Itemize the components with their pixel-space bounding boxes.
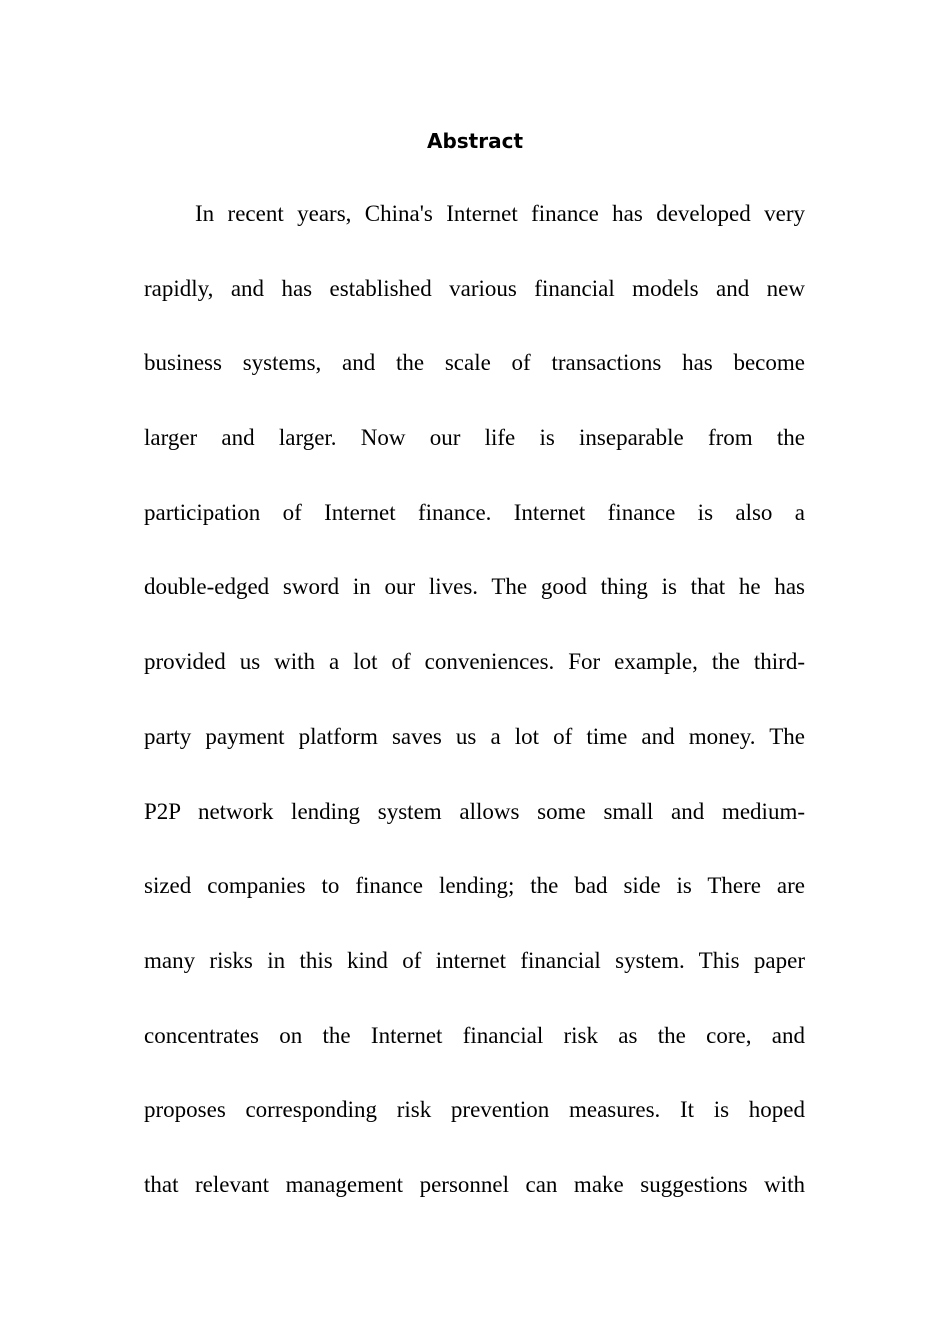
paragraph-line: In recent years, China's Internet finance has developed very (195, 201, 805, 226)
abstract-paragraph (144, 198, 805, 1244)
paragraph-line: provided us with a lot of conveniences. For example, the third- (144, 649, 805, 675)
paragraph-line: business systems, and the scale of transactions has become (144, 350, 805, 376)
abstract-heading: Abstract (426, 129, 524, 153)
paragraph-line: proposes corresponding risk prevention measures. It is hoped (144, 1097, 805, 1123)
paragraph-line: double-edged sword in our lives. The good thing is that he has (144, 574, 805, 600)
paragraph-line: many risks in this kind of internet financial system. This paper (144, 947, 805, 973)
paragraph-line: rapidly, and has established various financial models and new (144, 275, 805, 301)
paragraph-line: concentrates on the Internet financial risk as the core, and (144, 1022, 805, 1048)
paragraph-line: that relevant management personnel can make suggestions with (144, 1171, 805, 1197)
paragraph-line: P2P network lending system allows some small and medium- (144, 798, 805, 824)
paragraph-line: participation of Internet finance. Internet finance is also a (144, 499, 805, 525)
paragraph-line: larger and larger. Now our life is inseparable from the (144, 425, 805, 451)
paragraph-line: sized companies to finance lending; the bad side is There are (144, 873, 805, 899)
paragraph-line: party payment platform saves us a lot of time and money. The (144, 723, 805, 749)
